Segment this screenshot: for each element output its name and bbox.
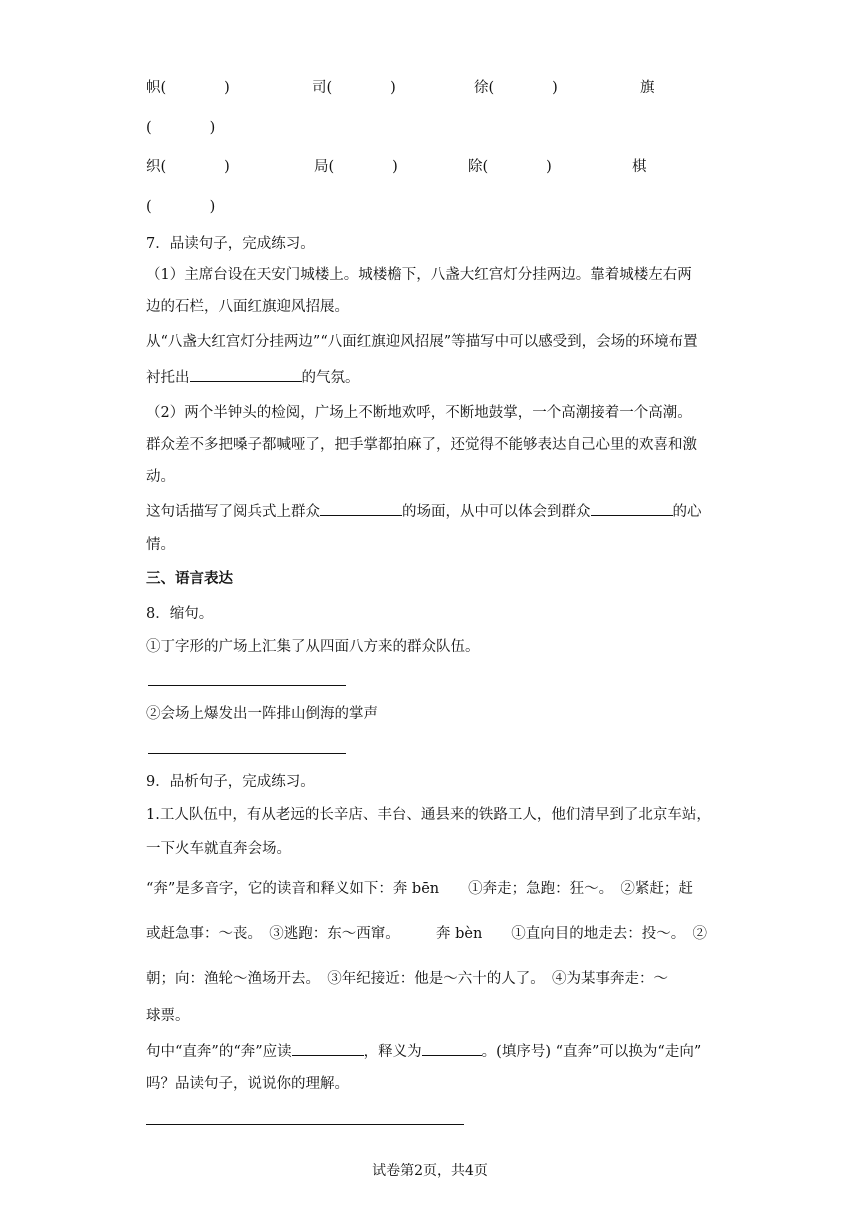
char-cell: 棋 bbox=[632, 159, 647, 175]
q9-question-line1: 句中“直奔”的“奔”应读 ，释义为 。(填序号) “直奔”可以换为“走向” bbox=[146, 1041, 701, 1062]
q9-question-line2: 吗？品读句子，说说你的理解。 bbox=[146, 1076, 349, 1092]
q9-sentence-line1: 1.工人队伍中，有从老远的长辛店、丰台、通县来的铁路工人，他们清早到了北京车站， bbox=[146, 807, 711, 823]
q7-title: 7．品读句子，完成练习。 bbox=[146, 236, 315, 252]
q7-p1-line1: （1）主席台设在天安门城楼上。城楼檐下，八盏大红宫灯分挂两边。靠着城楼左右两 bbox=[146, 267, 692, 283]
section-title: 三、语言表达 bbox=[146, 570, 233, 587]
char-row-1-wrap: ( ) bbox=[146, 120, 216, 136]
char-cell: 旗 bbox=[640, 80, 655, 96]
q9-def-line3: 朝；向：渔轮～渔场开去。 ③年纪接近：他是～六十的人了。 ④为某事奔走：～ bbox=[146, 971, 668, 987]
char-cell: 司( ) bbox=[312, 80, 396, 96]
page-footer: 试卷第2页，共4页 bbox=[372, 1163, 488, 1179]
char-cell: 除( ) bbox=[468, 159, 552, 175]
answer-blank[interactable] bbox=[292, 1041, 364, 1056]
q9-def-line4: 球票。 bbox=[146, 1008, 190, 1024]
q7-p2-line1: （2）两个半钟头的检阅，广场上不断地欢呼，不断地鼓掌，一个高潮接着一个高潮。 bbox=[146, 405, 692, 421]
q8-title: 8．缩句。 bbox=[146, 606, 214, 622]
q9-def-line2: 或赶急事：～丧。 ③逃跑：东～西窜。 奔 bèn ①直向目的地走去：投～。 ② bbox=[146, 926, 708, 942]
answer-line[interactable] bbox=[148, 753, 346, 754]
char-row-2-wrap: ( ) bbox=[146, 199, 216, 215]
answer-blank[interactable] bbox=[591, 501, 673, 516]
answer-blank[interactable] bbox=[190, 367, 302, 382]
char-cell: 织( ) bbox=[146, 159, 230, 175]
answer-blank[interactable] bbox=[422, 1041, 482, 1056]
answer-line[interactable] bbox=[146, 1124, 464, 1125]
q7-p2-q-line2: 情。 bbox=[146, 537, 175, 553]
q7-p1-line2: 边的石栏，八面红旗迎风招展。 bbox=[146, 299, 349, 315]
q9-sentence-line2: 一下火车就直奔会场。 bbox=[146, 841, 291, 857]
q9-def-line1: “奔”是多音字，它的读音和释义如下：奔 bēn ①奔走；急跑：狂～。 ②紧赶；赶 bbox=[146, 881, 693, 897]
q7-p2-line2: 群众差不多把嗓子都喊哑了，把手掌都拍麻了，还觉得不能够表达自己心里的欢喜和激 bbox=[146, 437, 697, 453]
q7-p1-q-line2: 衬托出 的气氛。 bbox=[146, 367, 360, 388]
q8-item1: ①丁字形的广场上汇集了从四面八方来的群众队伍。 bbox=[146, 639, 480, 655]
char-cell: 帜( ) bbox=[146, 80, 230, 96]
q9-title: 9．品析句子，完成练习。 bbox=[146, 774, 315, 790]
q7-p1-q-line1: 从“八盏大红宫灯分挂两边”“八面红旗迎风招展”等描写中可以感受到，会场的环境布置 bbox=[146, 334, 698, 350]
q8-item2: ②会场上爆发出一阵排山倒海的掌声 bbox=[146, 706, 378, 722]
q7-p2-line3: 动。 bbox=[146, 469, 175, 485]
answer-line[interactable] bbox=[148, 685, 346, 686]
char-cell: 徐( ) bbox=[474, 80, 558, 96]
answer-blank[interactable] bbox=[320, 501, 402, 516]
q7-p2-q-line1: 这句话描写了阅兵式上群众 的场面，从中可以体会到群众 的心 bbox=[146, 501, 702, 522]
char-cell: 局( ) bbox=[314, 159, 398, 175]
